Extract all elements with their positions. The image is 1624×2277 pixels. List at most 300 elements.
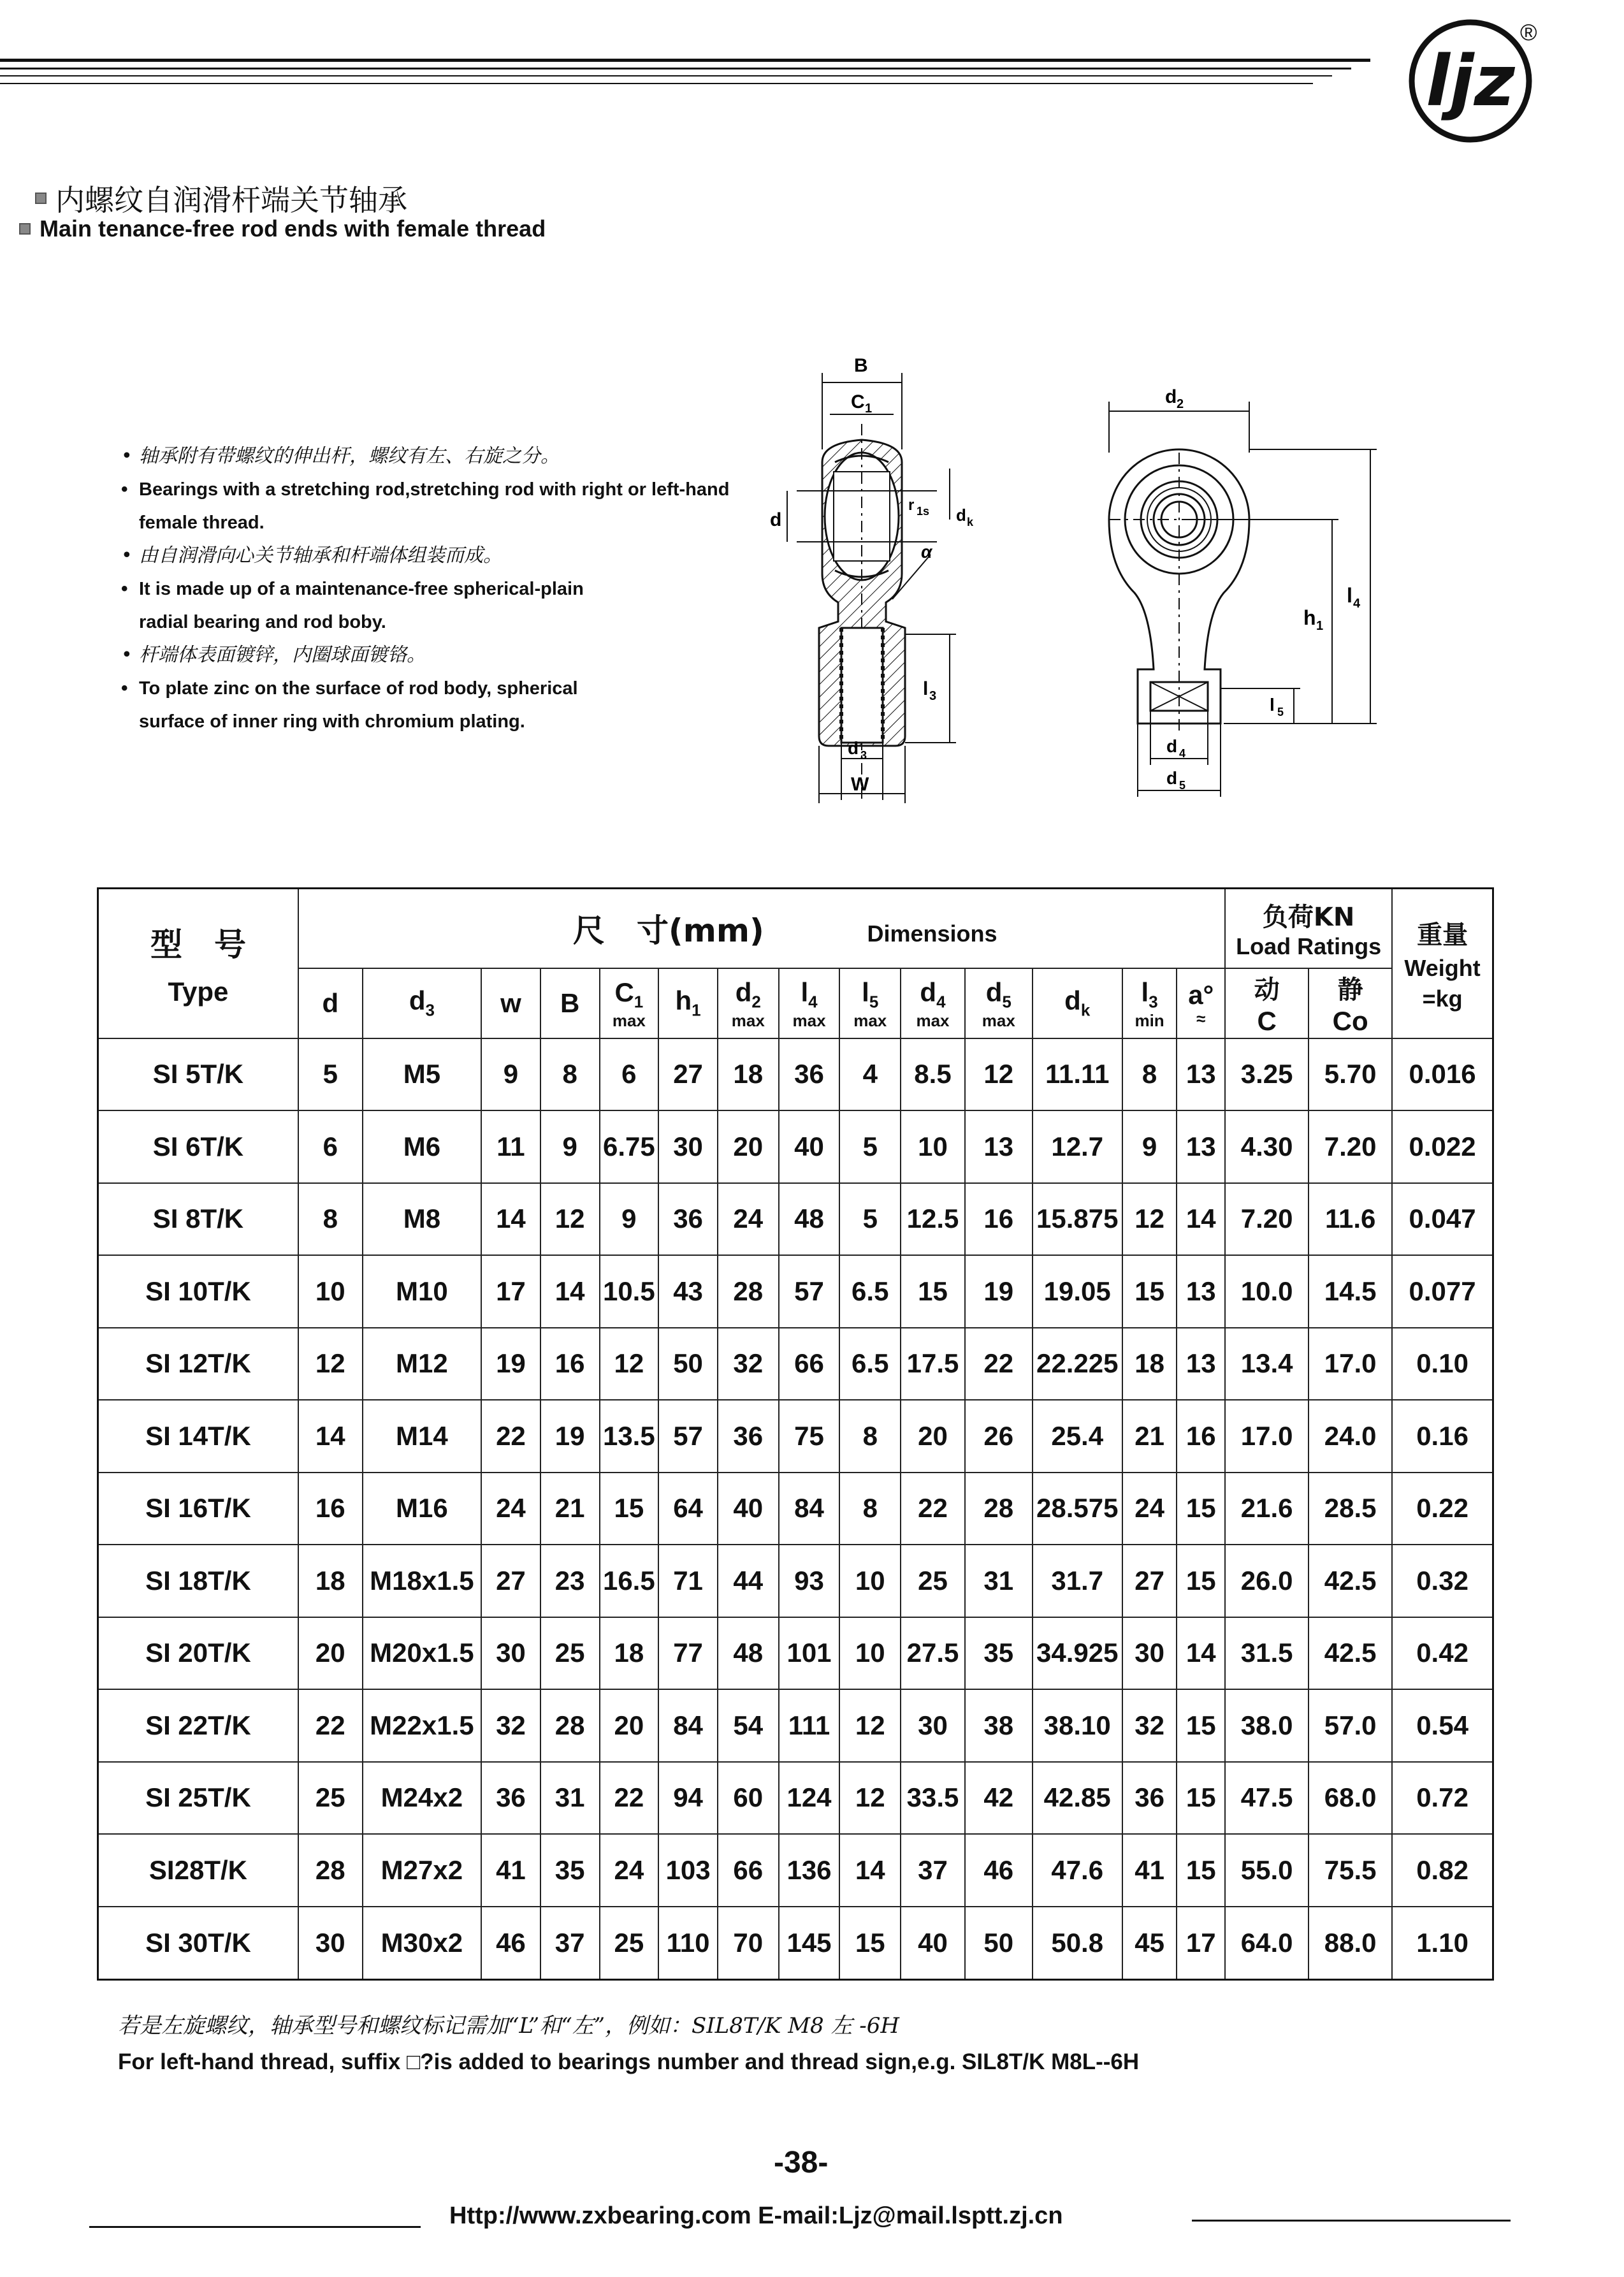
title-cn-text: 内螺纹自润滑杆端关节轴承 [55,183,407,217]
table-cell: 9 [481,1038,540,1111]
table-cell: 37 [901,1834,965,1907]
table-cell: 23 [540,1545,600,1617]
table-cell: 66 [718,1834,779,1907]
table-cell: 17 [1177,1907,1225,1980]
table-cell: M12 [363,1328,481,1400]
table-cell: 41 [481,1834,540,1907]
table-cell: 21 [540,1473,600,1545]
cell-type: SI28T/K [98,1834,298,1907]
table-cell: 8 [839,1473,901,1545]
table-cell: 20 [718,1110,779,1183]
table-cell: 47.6 [1033,1834,1122,1907]
table-row [98,1110,1493,1183]
table-cell: 19 [540,1400,600,1473]
title-bullet-icon [19,223,31,235]
table-cell: 57.0 [1309,1689,1392,1762]
table-body [98,1038,1493,1980]
table-cell: 15 [1122,1255,1177,1328]
table-cell: 14 [1177,1183,1225,1256]
table-cell: 0.022 [1392,1110,1493,1183]
table-cell: 26.0 [1225,1545,1309,1617]
title-chinese [35,177,407,219]
cell-type: SI 5T/K [98,1038,298,1111]
table-cell: 5 [839,1183,901,1256]
table-cell: 21 [1122,1400,1177,1473]
table-cell: 22 [600,1762,659,1835]
table-cell: 15 [1177,1689,1225,1762]
table-cell: 11.11 [1033,1038,1122,1111]
table-cell: 28 [965,1473,1033,1545]
table-cell: 38.10 [1033,1689,1122,1762]
table-cell: 30 [901,1689,965,1762]
table-cell: 57 [658,1400,718,1473]
table-cell: 6 [600,1038,659,1111]
table-cell: 46 [965,1834,1033,1907]
header-dimensions: 尺 寸(mm) Dimensions [298,889,1225,968]
table-cell: 35 [540,1834,600,1907]
table-cell: 42 [965,1762,1033,1835]
table-cell: 0.047 [1392,1183,1493,1256]
column-header: $l_5$ max [839,968,901,1038]
table-cell: 0.22 [1392,1473,1493,1545]
table-cell: 5 [839,1110,901,1183]
table-cell: 0.16 [1392,1400,1493,1473]
table-cell: 10 [839,1617,901,1690]
table-cell: M18x1.5 [363,1545,481,1617]
table-cell: 12.5 [901,1183,965,1256]
table-cell: 64.0 [1225,1907,1309,1980]
table-cell: 15 [1177,1545,1225,1617]
table-cell: 4.30 [1225,1110,1309,1183]
table-cell: 48 [779,1183,840,1256]
table-cell: 22 [901,1473,965,1545]
table-cell: 103 [658,1834,718,1907]
table-cell: 22.225 [1033,1328,1122,1400]
column-header: $d_2$ max [718,968,779,1038]
table-cell: 5 [298,1038,363,1111]
table-cell: 8 [839,1400,901,1473]
cell-type: SI 16T/K [98,1473,298,1545]
table-cell: 16 [965,1183,1033,1256]
table-cell: 16 [540,1328,600,1400]
table-cell: 0.82 [1392,1834,1493,1907]
column-header: $d_5$ max [965,968,1033,1038]
svg-text:h: h [1303,606,1316,629]
table-row [98,1038,1493,1111]
table-cell: 19 [481,1328,540,1400]
header-rule-3 [0,75,1332,76]
table-cell: 43 [658,1255,718,1328]
cell-type: SI 30T/K [98,1907,298,1980]
table-cell: 42.5 [1309,1545,1392,1617]
table-cell: 14 [839,1834,901,1907]
table-cell: 12 [839,1689,901,1762]
table-cell: 0.54 [1392,1689,1493,1762]
table-cell: 9 [600,1183,659,1256]
table-cell: 38 [965,1689,1033,1762]
table-row [98,1255,1493,1328]
svg-text:l: l [1347,584,1352,607]
label-B: B [854,355,868,376]
table-cell: 16.5 [600,1545,659,1617]
table-cell: 6.5 [839,1255,901,1328]
table-cell: 94 [658,1762,718,1835]
table-cell: M16 [363,1473,481,1545]
svg-text:d: d [1165,386,1177,407]
table-cell: 41 [1122,1834,1177,1907]
table-cell: 17 [481,1255,540,1328]
table-cell: 10 [901,1110,965,1183]
table-cell: 70 [718,1907,779,1980]
table-cell: 0.10 [1392,1328,1493,1400]
table-cell: M6 [363,1110,481,1183]
table-cell: 32 [1122,1689,1177,1762]
cell-type: SI 18T/K [98,1545,298,1617]
svg-text:α: α [921,542,932,562]
table-cell: 12 [1122,1183,1177,1256]
table-cell: 9 [540,1110,600,1183]
column-header-row [98,968,1493,1038]
table-cell: M22x1.5 [363,1689,481,1762]
cell-type: SI 22T/K [98,1689,298,1762]
table-cell: 24 [481,1473,540,1545]
table-cell: 14 [481,1183,540,1256]
table-cell: 25.4 [1033,1400,1122,1473]
table-cell: 46 [481,1907,540,1980]
table-cell: 66 [779,1328,840,1400]
svg-text:1: 1 [1316,619,1324,633]
cell-type: SI 10T/K [98,1255,298,1328]
table-cell: M30x2 [363,1907,481,1980]
table-row [98,1762,1493,1835]
table-cell: 28.5 [1309,1473,1392,1545]
table-cell: 27 [1122,1545,1177,1617]
table-cell: 10 [839,1545,901,1617]
svg-text:d: d [848,738,859,758]
column-header: $l_4$ max [779,968,840,1038]
table-cell: 15 [600,1473,659,1545]
svg-text:l: l [923,678,929,699]
table-cell: 40 [779,1110,840,1183]
table-cell: 31 [540,1762,600,1835]
left-hand-note-en: For left-hand thread, suffix □?is added to bearings number and thread sign,e.g. SIL8T/K M8L--6H [118,2049,1140,2074]
table-cell: 0.42 [1392,1617,1493,1690]
table-cell: 37 [540,1907,600,1980]
table-cell: 38.0 [1225,1689,1309,1762]
table-cell: 16 [298,1473,363,1545]
svg-text:1s: 1s [917,505,930,518]
feature-item: • It is made up of a maintenance-free spherical-plain radial bearing and rod boby. [121,572,784,639]
table-cell: 40 [901,1907,965,1980]
table-cell: 57 [779,1255,840,1328]
table-cell: 27 [481,1545,540,1617]
table-cell: 44 [718,1545,779,1617]
table-cell: 13.5 [600,1400,659,1473]
table-cell: 9 [1122,1110,1177,1183]
table-cell: 25 [298,1762,363,1835]
column-header: $l_3$ min [1122,968,1177,1038]
table-cell: 12 [600,1328,659,1400]
table-cell: 17.0 [1309,1328,1392,1400]
table-cell: 27.5 [901,1617,965,1690]
table-cell: 24 [600,1834,659,1907]
feature-list [121,440,784,738]
brand-logo [1405,16,1536,147]
table-cell: 30 [298,1907,363,1980]
table-cell: 55.0 [1225,1834,1309,1907]
left-hand-note-cn: 若是左旋螺纹，轴承型号和螺纹标记需加“L”和“左”，例如：SIL8T/K M8 左 -6H [118,2013,900,2039]
svg-text:d: d [956,506,966,525]
table-cell: 24 [718,1183,779,1256]
table-cell: 88.0 [1309,1907,1392,1980]
table-cell: 14 [1177,1617,1225,1690]
table-row [98,1328,1493,1400]
column-header: a° ≈ [1177,968,1225,1038]
rod-end-front-view-diagram [1096,376,1383,816]
table-cell: 36 [718,1400,779,1473]
table-cell: 26 [965,1400,1033,1473]
table-cell: 36 [658,1183,718,1256]
table-cell: 12 [965,1038,1033,1111]
feature-item: • 杆端体表面镀锌，内圈球面镀铬。 [121,639,784,672]
table-cell: 32 [718,1328,779,1400]
table-cell: 36 [1122,1762,1177,1835]
column-header: $h_1$ [658,968,718,1038]
table-cell: 18 [600,1617,659,1690]
specification-table [97,887,1494,1981]
feature-item: • To plate zinc on the surface of rod body, spherical surface of inner ring with chromium plating. [121,672,784,738]
svg-text:3: 3 [860,749,867,762]
table-cell: 11 [481,1110,540,1183]
table-cell: 18 [1122,1328,1177,1400]
column-header: $d_3$ [363,968,481,1038]
table-cell: 28.575 [1033,1473,1122,1545]
page-number: -38- [774,2146,829,2179]
registered-mark: ® [1520,19,1537,45]
svg-text:d: d [770,509,782,530]
table-cell: 32 [481,1689,540,1762]
svg-text:2: 2 [1177,397,1184,411]
table-cell: 10 [298,1255,363,1328]
column-header: w [481,968,540,1038]
svg-text:d: d [1166,736,1178,756]
table-cell: 50 [965,1907,1033,1980]
svg-text:W: W [851,774,869,795]
table-cell: 31 [965,1545,1033,1617]
table-cell: 30 [481,1617,540,1690]
svg-text:C: C [851,391,865,412]
table-cell: 136 [779,1834,840,1907]
title-english [19,215,546,242]
table-cell: 48 [718,1617,779,1690]
svg-text:4: 4 [1353,597,1361,611]
cell-type: SI 25T/K [98,1762,298,1835]
table-row [98,1473,1493,1545]
feature-item: • 轴承附有带螺纹的伸出杆，螺纹有左、右旋之分。 [121,440,784,473]
table-cell: 21.6 [1225,1473,1309,1545]
column-header: d [298,968,363,1038]
table-cell: 12 [298,1328,363,1400]
table-cell: 84 [658,1689,718,1762]
table-cell: 18 [718,1038,779,1111]
table-cell: 13 [1177,1255,1225,1328]
svg-text:3: 3 [929,689,937,703]
svg-text:k: k [967,516,974,528]
header-weight: 重量 Weight =kg [1392,889,1493,1038]
svg-text:l: l [1270,695,1275,715]
table-cell: 145 [779,1907,840,1980]
header-rule-1 [0,59,1370,62]
table-cell: 30 [1122,1617,1177,1690]
title-bullet-icon [35,193,47,204]
svg-text:1: 1 [865,402,873,416]
table-cell: 50.8 [1033,1907,1122,1980]
table-cell: 42.5 [1309,1617,1392,1690]
table-cell: 14.5 [1309,1255,1392,1328]
table-cell: 7.20 [1225,1183,1309,1256]
table-cell: 12 [839,1762,901,1835]
table-cell: 17.0 [1225,1400,1309,1473]
table-cell: 42.85 [1033,1762,1122,1835]
cell-type: SI 20T/K [98,1617,298,1690]
table-cell: 12.7 [1033,1110,1122,1183]
table-cell: 27 [658,1038,718,1111]
header-rule-4 [0,83,1313,84]
table-cell: 3.25 [1225,1038,1309,1111]
table-row [98,1834,1493,1907]
table-cell: 13 [965,1110,1033,1183]
cell-type: SI 14T/K [98,1400,298,1473]
title-en-text: Main tenance-free rod ends with female thread [40,215,546,242]
table-row [98,1907,1493,1980]
table-cell: 15 [1177,1834,1225,1907]
table-cell: 64 [658,1473,718,1545]
svg-text:5: 5 [1277,706,1284,718]
table-cell: 4 [839,1038,901,1111]
header-rule-2 [0,68,1351,69]
table-cell: 30 [658,1110,718,1183]
cell-type: SI 12T/K [98,1328,298,1400]
rod-end-side-view-diagram [758,354,1026,813]
table-cell: 75 [779,1400,840,1473]
table-cell: 71 [658,1545,718,1617]
table-cell: 15 [839,1907,901,1980]
table-cell: 110 [658,1907,718,1980]
footer-contact: Http://www.zxbearing.com E-mail:Ljz@mail.lsptt.zj.cn [449,2202,1063,2229]
table-cell: 10.0 [1225,1255,1309,1328]
table-cell: 13 [1177,1038,1225,1111]
table-cell: 60 [718,1762,779,1835]
table-cell: 111 [779,1689,840,1762]
column-header: B [540,968,600,1038]
table-cell: 15 [901,1255,965,1328]
table-cell: M20x1.5 [363,1617,481,1690]
svg-text:r: r [908,497,915,514]
table-cell: 5.70 [1309,1038,1392,1111]
table-cell: 15 [1177,1762,1225,1835]
table-cell: 28 [540,1689,600,1762]
table-cell: 1.10 [1392,1907,1493,1980]
table-row [98,1545,1493,1617]
table-row [98,1400,1493,1473]
table-cell: 8 [298,1183,363,1256]
table-cell: 68.0 [1309,1762,1392,1835]
footer-rule-left [89,2226,421,2228]
column-header: $d_4$ max [901,968,965,1038]
table-cell: 24.0 [1309,1400,1392,1473]
table-row [98,1689,1493,1762]
table-cell: 31.5 [1225,1617,1309,1690]
table-cell: 36 [481,1762,540,1835]
table-cell: 8 [540,1038,600,1111]
table-cell: 77 [658,1617,718,1690]
cell-type: SI 8T/K [98,1183,298,1256]
svg-text:d: d [1166,768,1178,788]
table-cell: 40 [718,1473,779,1545]
cell-type: SI 6T/K [98,1110,298,1183]
table-cell: 33.5 [901,1762,965,1835]
table-cell: 24 [1122,1473,1177,1545]
table-cell: 28 [298,1834,363,1907]
table-cell: 47.5 [1225,1762,1309,1835]
table-cell: 54 [718,1689,779,1762]
header-load-ratings: 负荷KN Load Ratings [1225,889,1392,968]
table-cell: 22 [965,1328,1033,1400]
table-cell: 19 [965,1255,1033,1328]
table-cell: 124 [779,1762,840,1835]
table-cell: 93 [779,1545,840,1617]
feature-item: • Bearings with a stretching rod,stretching rod with right or left-hand female thread. [121,473,784,539]
table-cell: 12 [540,1183,600,1256]
table-cell: 0.016 [1392,1038,1493,1111]
table-cell: 10.5 [600,1255,659,1328]
table-cell: M5 [363,1038,481,1111]
table-cell: 13 [1177,1328,1225,1400]
table-cell: 8.5 [901,1038,965,1111]
table-cell: 22 [481,1400,540,1473]
table-cell: 13.4 [1225,1328,1309,1400]
table-cell: M10 [363,1255,481,1328]
table-cell: 0.077 [1392,1255,1493,1328]
svg-text:4: 4 [1179,747,1186,760]
table-cell: M8 [363,1183,481,1256]
table-cell: 25 [540,1617,600,1690]
load-column-header: 静 Co [1309,968,1392,1038]
table-cell: 31.7 [1033,1545,1122,1617]
header-type: 型 号 Type [98,889,298,1038]
table-row [98,1183,1493,1256]
table-cell: 22 [298,1689,363,1762]
table-cell: 28 [718,1255,779,1328]
table-cell: 14 [540,1255,600,1328]
table-cell: M14 [363,1400,481,1473]
column-header: $C_1$ max [600,968,659,1038]
table-cell: 101 [779,1617,840,1690]
table-cell: M24x2 [363,1762,481,1835]
table-cell: 84 [779,1473,840,1545]
table-cell: 35 [965,1617,1033,1690]
table-cell: 20 [298,1617,363,1690]
table-cell: 45 [1122,1907,1177,1980]
table-cell: 36 [779,1038,840,1111]
svg-text:ljz: ljz [1426,40,1515,122]
table-cell: 7.20 [1309,1110,1392,1183]
table-cell: 20 [901,1400,965,1473]
table-cell: 17.5 [901,1328,965,1400]
table-cell: 50 [658,1328,718,1400]
table-cell: 20 [600,1689,659,1762]
table-cell: 11.6 [1309,1183,1392,1256]
